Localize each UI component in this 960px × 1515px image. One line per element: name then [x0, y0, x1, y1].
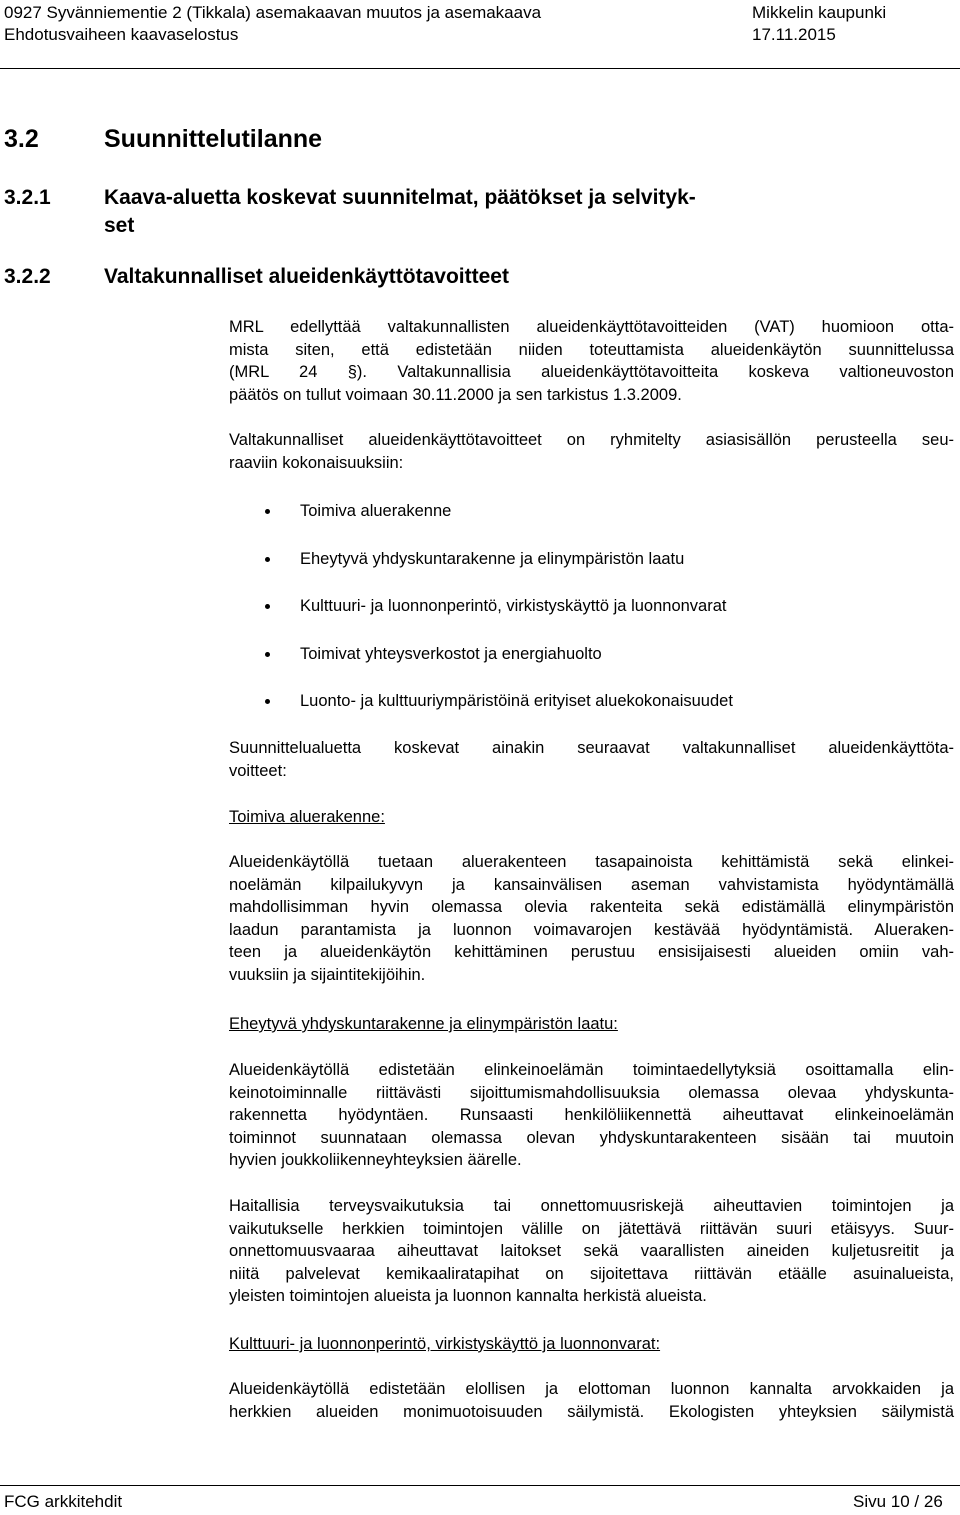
text-line: toiminnot suunnataan olemassa olevan yhdyskuntarakenteen sisään tai muutoin: [229, 1128, 954, 1147]
text-line: hyvien joukkoliikenneyhteyksien äärelle.: [229, 1151, 522, 1169]
subsection-title: Valtakunnalliset alueidenkäyttötavoitteet: [104, 265, 509, 288]
text-line: Suunnittelualuetta koskevat ainakin seuraavat valtakunnalliset alueidenkäyttöta-: [229, 739, 954, 757]
subsection-heading-2: [0, 263, 960, 291]
list-item-text: Toimiva aluerakenne: [300, 502, 452, 520]
document-subtitle: Ehdotusvaiheen kaavaselostus: [4, 25, 239, 44]
paragraph-riskit: [229, 1195, 954, 1308]
bullet-icon: [265, 557, 270, 562]
text-line: Valtakunnalliset alueidenkäyttötavoitteet on ryhmitelty asiasisällön perusteella seu-: [229, 431, 954, 449]
paragraph-groups: [229, 429, 954, 474]
goal-list: [229, 500, 954, 720]
document-title: 0927 Syvänniementie 2 (Tikkala) asemakaavan muutos ja asemakaava: [4, 3, 542, 22]
footer-company: FCG arkkitehdit: [4, 1492, 123, 1511]
organization: Mikkelin kaupunki: [752, 3, 887, 22]
bullet-icon: [265, 509, 270, 514]
text-line: niitä palvelevat kemikaaliratapihat on sijoitettava riittävän etäälle asuinalueista,: [229, 1264, 954, 1283]
subheading-toimiva-aluerakenne: Toimiva aluerakenne:: [229, 808, 385, 826]
text-line: teen ja alueidenkäytön kehittäminen perustuu ensisijaisesti alueiden omiin vah-: [229, 943, 954, 961]
subsection-heading-1: [0, 184, 960, 240]
text-line: laadun parantamista ja luonnon voimavarojen kestävää hyödyntämistä. Alueraken-: [229, 920, 954, 939]
text-line: herkkien alueiden monimuotoisuuden säilymistä. Ekologisten yhteyksien säilymistä: [229, 1402, 954, 1421]
subheading-eheytyva: Eheytyvä yhdyskuntarakenne ja elinympäristön laatu:: [229, 1015, 618, 1033]
paragraph-vat-intro: [229, 316, 954, 406]
text-line: Haitallisia terveysvaikutuksia tai onnettomuusriskejä aiheuttavien toimintojen ja: [229, 1197, 954, 1215]
text-line: (MRL 24 §). Valtakunnallisia alueidenkäyttötavoitteita koskeva valtioneuvoston: [229, 363, 954, 381]
text-line: vaikutukselle herkkien toimintojen välille on jätettävä riittävän suuri etäisyys. Suur-: [229, 1219, 954, 1238]
subsection-title-cont: set: [104, 214, 135, 237]
paragraph-elinkeino: [229, 1059, 954, 1172]
text-line: onnettomuusvaaraa aiheuttavat laitokset sekä vaarallisten aineiden kuljetusreitit ja: [229, 1242, 954, 1260]
subsection-number: 3.2.1: [4, 186, 51, 209]
section-number: 3.2: [4, 125, 39, 153]
text-line: päätös on tullut voimaan 30.11.2000 ja sen tarkistus 1.3.2009.: [229, 385, 682, 404]
text-line: MRL edellyttää valtakunnallisten alueidenkäyttötavoitteiden (VAT) huomioon otta-: [229, 318, 954, 336]
text-line: raaviin kokonaisuuksiin:: [229, 453, 404, 472]
page-footer: [0, 1485, 960, 1515]
paragraph-aluerakenne: [229, 851, 954, 986]
subsection-number: 3.2.2: [4, 265, 51, 288]
page-header: [0, 0, 960, 69]
paragraph-applicable-goals: [229, 737, 954, 782]
subsection-title: Kaava-aluetta koskevat suunnitelmat, päätökset ja selvityk-: [104, 186, 696, 209]
text-line: voitteet:: [229, 761, 287, 780]
text-line: keinotoiminnalle riittävästi sijoittumismahdollisuuksia olemassa olevaa yhdyskunta-: [229, 1083, 954, 1102]
text-line: yleisten toimintojen alueista ja luonnon kannalta herkistä alueista.: [229, 1287, 707, 1305]
text-line: noelämän kilpailukyvyn ja kansainvälisen aseman vahvistamista hyödyntämällä: [229, 875, 954, 894]
list-item-text: Luonto- ja kulttuuriympäristöinä erityiset aluekokonaisuudet: [300, 692, 733, 710]
list-item-text: Eheytyvä yhdyskuntarakenne ja elinympäristön laatu: [300, 549, 685, 568]
text-line: mahdollisimman hyvin olemassa olevia rakenteita sekä edistämällä elinympäristön: [229, 898, 954, 916]
section-title: Suunnittelutilanne: [104, 125, 323, 153]
bullet-icon: [265, 652, 270, 657]
section-heading: [0, 124, 960, 154]
text-line: Alueidenkäytöllä tuetaan aluerakenteen tasapainoista kehittämistä sekä elinkei-: [229, 853, 954, 871]
document-date: 17.11.2015: [752, 25, 836, 44]
bullet-icon: [265, 699, 270, 704]
list-item-text: Kulttuuri- ja luonnonperintö, virkistyskäyttö ja luonnonvarat: [300, 597, 727, 615]
bullet-icon: [265, 604, 270, 609]
list-item-text: Toimivat yhteysverkostot ja energiahuolto: [300, 644, 602, 663]
subheading-kulttuuri: Kulttuuri- ja luonnonperintö, virkistyskäyttö ja luonnonvarat:: [229, 1335, 661, 1353]
text-line: Alueidenkäytöllä edistetään elinkeinoelämän toimintaedellytyksiä osoittamalla elin-: [229, 1061, 954, 1079]
page-number: Sivu 10 / 26: [853, 1492, 943, 1511]
text-line: mista siten, että edistetään niiden toteuttamista alueidenkäytön suunnittelussa: [229, 340, 954, 359]
text-line: vuuksiin ja sijaintitekijöihin.: [229, 965, 426, 984]
paragraph-luonto: [229, 1378, 954, 1423]
text-line: rakennetta hyödyntäen. Runsaasti henkilöliikennettä aiheuttavat elinkeinoelämän: [229, 1106, 954, 1124]
text-line: Alueidenkäytöllä edistetään elollisen ja elottoman luonnon kannalta arvokkaiden ja: [229, 1380, 954, 1398]
